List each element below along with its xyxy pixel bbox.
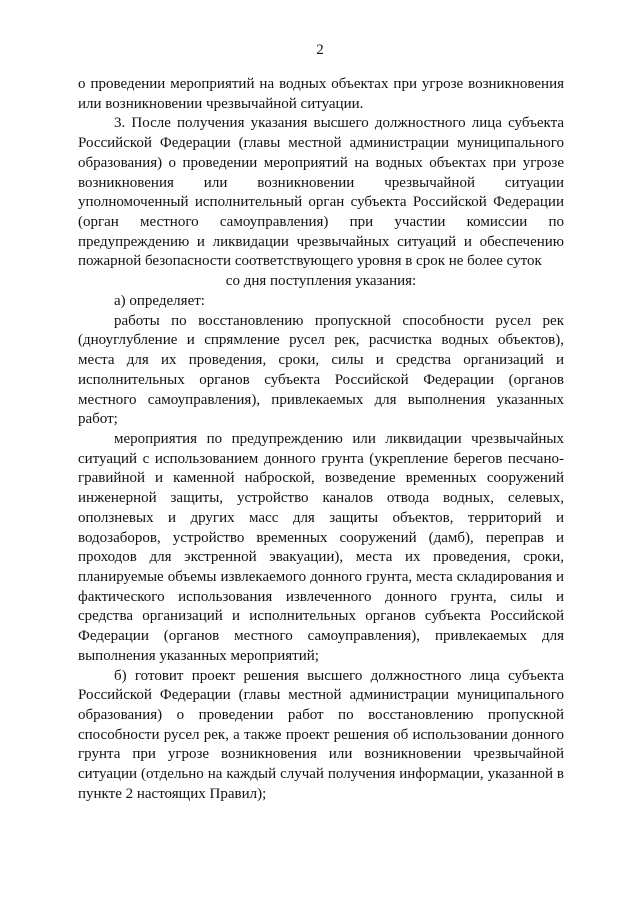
paragraph-subclause-a: а) определяет: xyxy=(114,292,205,309)
paragraph-riverbed-works: работы по восстановлению пропускной способности русел рек (дноуглубление и спрямление русел рек, расчистка водных объектов), места для их проведения, сроки, силы и средства организаций и исполнительных органов субъекта Российской Федерации (органов местного самоуправления), привлекаемых для выполнения указанных работ; xyxy=(78,312,564,428)
page-number: 2 xyxy=(316,42,324,58)
paragraph-subclause-b: б) готовит проект решения высшего должностного лица субъекта Российской Федерации (главы местной администрации муниципального образования) о проведении работ по восстановлению пропускной способности русел рек, а также проект решения об использовании донного грунта при угрозе возникновения или возникновении чрезвычайной ситуации (отдельно на каждый случай получения информации, указанной в пункте 2 настоящих Правил); xyxy=(78,667,564,802)
paragraph-clause-3: 3. После получения указания высшего должностного лица субъекта Российской Федерации (главы местной администрации муниципального образования) о проведении мероприятий на водных объектах при угрозе возникновения или возникновении чрезвычайной ситуации уполномоченный исполнительный орган субъекта Российской Федерации (орган местного самоуправления) при участии комиссии по предупреждению и ликвидации чрезвычайных ситуаций и обеспечению пожарной безопасности соответствующего уровня в срок не более суток xyxy=(78,115,564,270)
paragraph-bottom-soil-measures: мероприятия по предупреждению или ликвидации чрезвычайных ситуаций с использованием донного грунта (укрепление берегов песчано-гравийной и каменной наброской, возведение временных сооружений инженерной защиты, устройство каналов отвода водных, селевых, оползневых и других масс для защиты объектов, территорий и водозаборов, устройство временных сооружений (дамб), переправ и проходов для экстренной эвакуации), места их проведения, сроки, планируемые объемы извлекаемого донного грунта, места складирования и фактического использования извлеченного донного грунта, силы и средства организаций и исполнительных органов субъекта Российской Федерации (органов местного самоуправления), привлекаемых для выполнения указанных мероприятий; xyxy=(78,430,564,664)
document-body xyxy=(78,75,564,805)
paragraph-clause-3-tail: со дня поступления указания: xyxy=(225,273,417,290)
paragraph-continuation: о проведении мероприятий на водных объектах при угрозе возникновения или возникновении чрезвычайной ситуации. xyxy=(78,76,564,112)
